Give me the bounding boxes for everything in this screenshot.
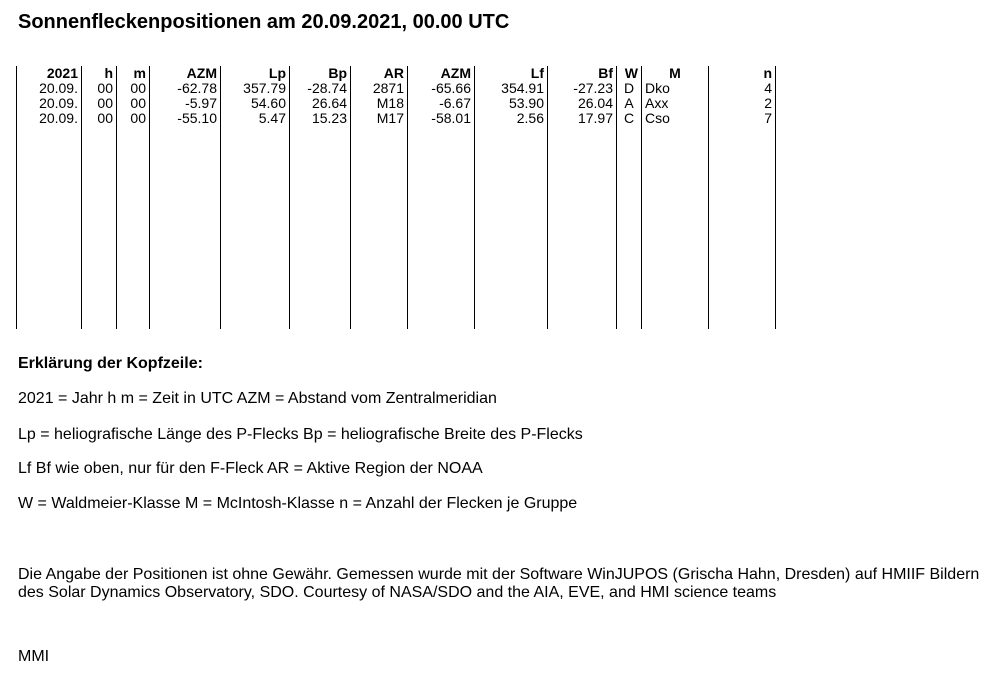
cell-waldmeier: A [617, 96, 642, 111]
cell-azm-f: -6.67 [408, 96, 475, 111]
cell-bp: 15.23 [290, 111, 351, 126]
cell-date: 20.09. [17, 81, 82, 96]
col-header-lp: Lp [221, 66, 290, 81]
signature: MMI [18, 648, 50, 665]
cell-waldmeier: D [617, 81, 642, 96]
col-header-year: 2021 [17, 66, 82, 81]
legend-line: Lf Bf wie oben, nur für den F-Fleck AR = Aktive Region der NOAA [18, 460, 483, 477]
cell-date: 20.09. [17, 111, 82, 126]
col-header-bp: Bp [290, 66, 351, 81]
cell-minute: 00 [117, 96, 150, 111]
cell-lp: 357.79 [221, 81, 290, 96]
cell-bf: -27.23 [548, 81, 617, 96]
col-header-waldmeier: W [617, 66, 642, 81]
cell-bf: 17.97 [548, 111, 617, 126]
cell-lp: 5.47 [221, 111, 290, 126]
legend-line: W = Waldmeier-Klasse M = McIntosh-Klasse n = Anzahl der Flecken je Gruppe [18, 495, 578, 512]
cell-azm-p: -62.78 [150, 81, 221, 96]
legend-title: Erklärung der Kopfzeile: [18, 355, 203, 372]
cell-waldmeier: C [617, 111, 642, 126]
table-empty-area [17, 126, 776, 329]
cell-minute: 00 [117, 111, 150, 126]
cell-lp: 54.60 [221, 96, 290, 111]
col-header-hour: h [82, 66, 117, 81]
cell-mcintosh: Axx [642, 96, 709, 111]
disclaimer-note: Die Angabe der Positionen ist ohne Gewähr. Gemessen wurde mit der Software WinJUPOS (Grischa Hahn, Dresden) auf HMIIF Bildern des Solar Dynamics Observatory, SDO. Courtesy of NASA/SDO and the AIA, EVE, and HMI science teams [18, 566, 980, 601]
col-header-minute: m [117, 66, 150, 81]
cell-azm-f: -58.01 [408, 111, 475, 126]
cell-date: 20.09. [17, 96, 82, 111]
col-header-bf: Bf [548, 66, 617, 81]
cell-hour: 00 [82, 81, 117, 96]
table-row [17, 96, 776, 111]
cell-ar: 2871 [351, 81, 408, 96]
cell-count: 4 [709, 81, 776, 96]
cell-bp: -28.74 [290, 81, 351, 96]
cell-bp: 26.64 [290, 96, 351, 111]
col-header-azm-f: AZM [408, 66, 475, 81]
cell-mcintosh: Dko [642, 81, 709, 96]
table-row [17, 81, 776, 96]
cell-ar: M17 [351, 111, 408, 126]
cell-count: 2 [709, 96, 776, 111]
cell-lf: 2.56 [475, 111, 548, 126]
legend-line: Lp = heliografische Länge des P-Flecks Bp = heliografische Breite des P-Flecks [18, 426, 583, 443]
sunspot-table [16, 66, 776, 329]
cell-hour: 00 [82, 111, 117, 126]
cell-azm-f: -65.66 [408, 81, 475, 96]
col-header-mcintosh: M [642, 66, 709, 81]
cell-azm-p: -55.10 [150, 111, 221, 126]
table-row [17, 111, 776, 126]
cell-ar: M18 [351, 96, 408, 111]
col-header-ar: AR [351, 66, 408, 81]
page-title: Sonnenfleckenpositionen am 20.09.2021, 00.00 UTC [18, 11, 510, 33]
col-header-lf: Lf [475, 66, 548, 81]
col-header-count: n [709, 66, 776, 81]
cell-bf: 26.04 [548, 96, 617, 111]
table-header-row [17, 66, 776, 81]
cell-azm-p: -5.97 [150, 96, 221, 111]
cell-mcintosh: Cso [642, 111, 709, 126]
col-header-azm-p: AZM [150, 66, 221, 81]
cell-lf: 53.90 [475, 96, 548, 111]
cell-lf: 354.91 [475, 81, 548, 96]
legend-line: 2021 = Jahr h m = Zeit in UTC AZM = Abstand vom Zentralmeridian [18, 390, 497, 407]
cell-minute: 00 [117, 81, 150, 96]
cell-hour: 00 [82, 96, 117, 111]
cell-count: 7 [709, 111, 776, 126]
